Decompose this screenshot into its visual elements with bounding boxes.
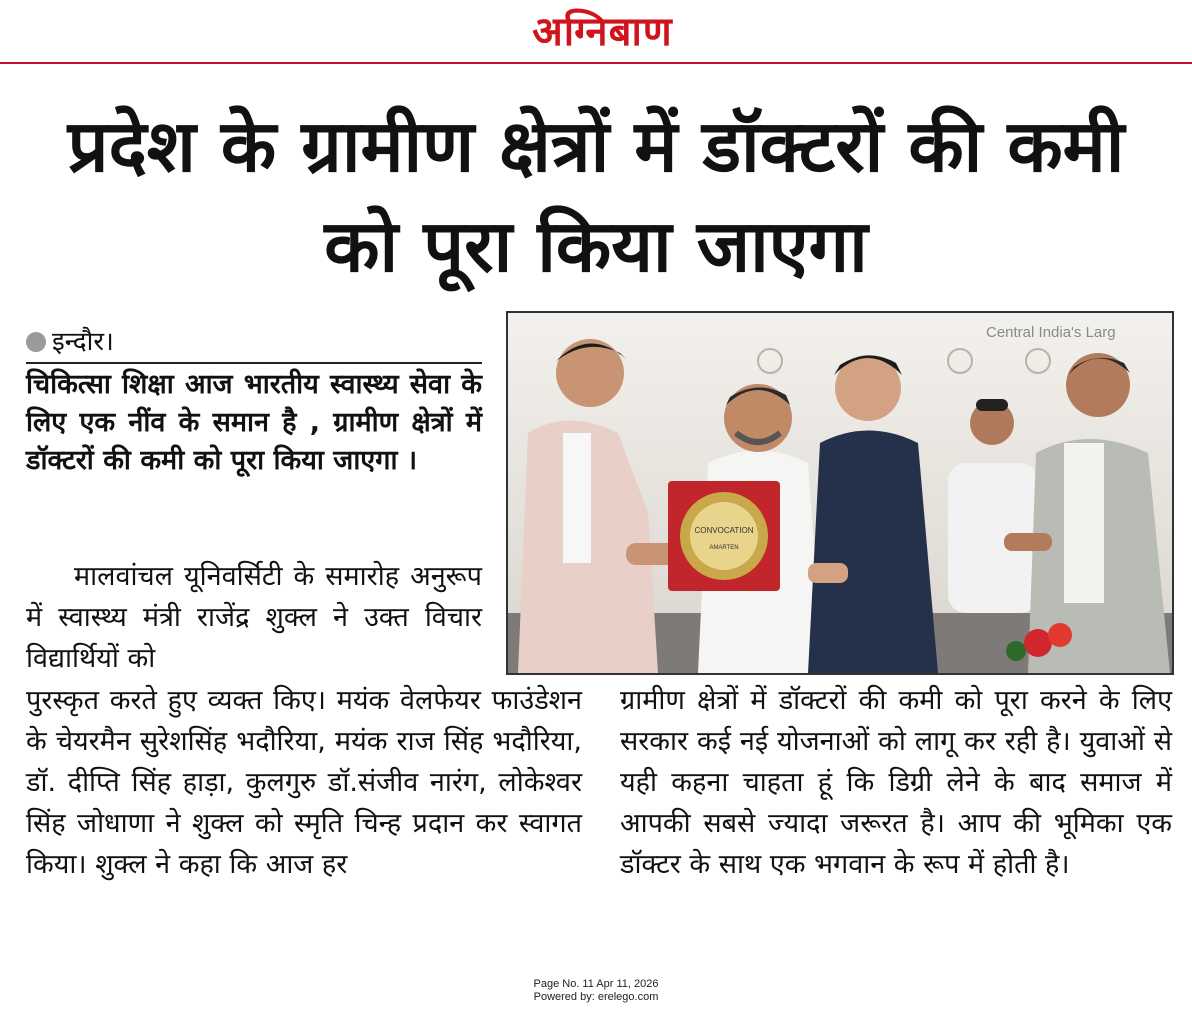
masthead xyxy=(0,0,1192,64)
article-body-part1: मालवांचल यूनिवर्सिटी के समारोह अनुरूप में स्वास्थ्य मंत्री राजेंद्र शुक्ल ने उक्त विचार विद्यार्थियों को xyxy=(26,561,482,674)
article-intro: चिकित्सा शिक्षा आज भारतीय स्वास्थ्य सेवा के लिए एक नींव के समान है , ग्रामीण क्षेत्रों में डॉक्टरों की कमी को पूरा किया जाएगा । xyxy=(26,369,482,476)
page-info: Page No. 11 Apr 11, 2026 xyxy=(533,978,659,990)
plaque-subtext: AMARTEN xyxy=(709,545,739,551)
dateline xyxy=(26,322,482,364)
page-footer xyxy=(446,978,746,1004)
article-photo xyxy=(506,311,1174,675)
newspaper-logo: अग्निबाण xyxy=(532,8,673,55)
banner-text: Central India's Larg xyxy=(986,324,1116,341)
article-body-part2: पुरस्कृत करते हुए व्यक्त किए। मयंक वेलफेयर फाउंडेशन के चेयरमैन सुरेशसिंह भदौरिया, मयंक राज सिंह भदौरिया, डॉ. दीप्ति सिंह हाड़ा, कुलगुरु डॉ.संजीव नारंग, लोकेश्वर सिंह जोधाणा ने शुक्ल को स्मृति चिन्ह प्रदान कर स्वागत किया। शुक्ल ने कहा कि आज हर xyxy=(26,685,582,880)
award-plaque xyxy=(668,481,780,591)
powered-by: Powered by: erelego.com xyxy=(533,991,659,1003)
award-ceremony-illustration xyxy=(508,313,1172,673)
article-body-part3: ग्रामीण क्षेत्रों में डॉक्टरों की कमी को पूरा करने के लिए सरकार कई नई योजनाओं को लागू कर रही है। युवाओं से यही कहना चाहता हूं कि डिग्री लेने के बाद समाज में आपकी सबसे ज्यादा जरूरत है। आप की भूमिका एक डॉक्टर के साथ एक भगवान के रूप में होती है। xyxy=(620,685,1172,880)
dateline-text: इन्दौर। xyxy=(52,327,114,357)
plaque-text: CONVOCATION xyxy=(694,526,754,535)
bullet-icon xyxy=(26,332,46,352)
article-headline: प्रदेश के ग्रामीण क्षेत्रों में डॉक्टरों की कमी को पूरा किया जाएगा xyxy=(67,104,1125,288)
